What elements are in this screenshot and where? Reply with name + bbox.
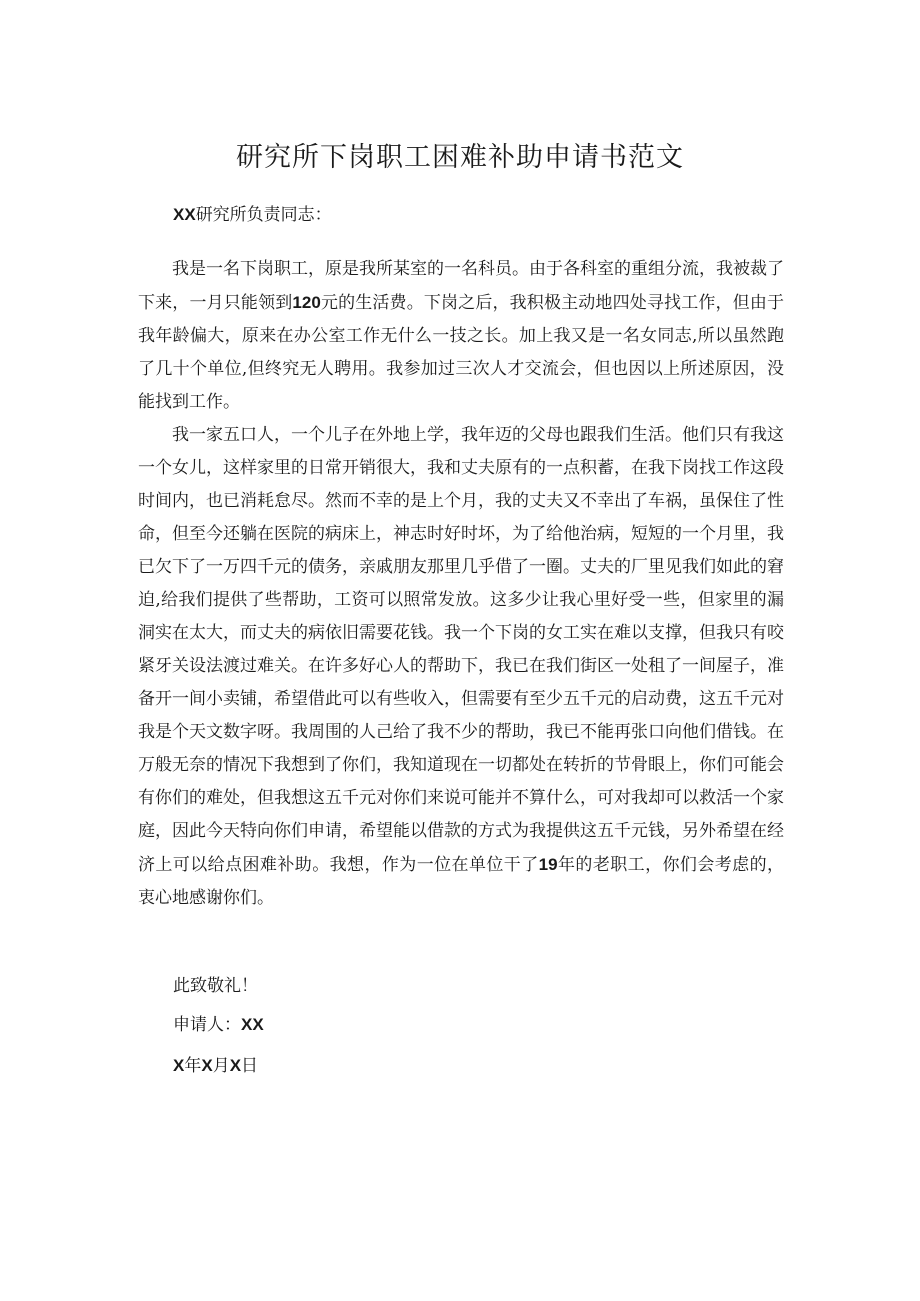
- salutation: XX研究所负责同志：: [173, 205, 332, 225]
- paragraph-1: 我是一名下岗职工，原是我所某室的一名科员。由于各科室的重组分流，我被裁了下来，一月只能领到120元的生活费。下岗之后，我积极主动地四处寻找工作，但由于我年龄偏大，原来在办公室工作无什么一技之长。加上我又是一名女同志,所以虽然跑了几十个单位,但终究无人聘用。我参加过三次人才交流会，但也因以上所述原因，没能找到工作。: [138, 259, 784, 412]
- document-title: 研究所下岗职工困难补助申请书范文: [236, 142, 684, 173]
- date-line: X年X月X日: [173, 1056, 259, 1076]
- applicant-line: 申请人：XX: [173, 1015, 264, 1035]
- closing-line: 此致敬礼！: [173, 976, 258, 996]
- paragraph-2: 我一家五口人，一个儿子在外地上学，我年迈的父母也跟我们生活。他们只有我这一个女儿，这样家里的日常开销很大，我和丈夫原有的一点积蓄，在我下岗找工作这段时间内，也已消耗怠尽。然而不幸的是上个月，我的丈夫又不幸出了车祸，虽保住了性命，但至今还躺在医院的病床上，神志时好时坏，为了给他治病，短短的一个月里，我已欠下了一万四千元的债务，亲戚朋友那里几乎借了一圈。丈夫的厂里见我们如此的窘迫,给我们提供了些帮助，工资可以照常发放。这多少让我心里好受一些，但家里的漏洞实在太大，而丈夫的病依旧需要花钱。我一个下岗的女工实在难以支撑，但我只有咬紧牙关设法渡过难关。在许多好心人的帮助下，我已在我们街区一处租了一间屋子，准备开一间小卖铺，希望借此可以有些收入，但需要有至少五千元的启动费，这五千元对我是个天文数字呀。我周围的人己给了我不少的帮助，我已不能再张口向他们借钱。在万般无奈的情况下我想到了你们，我知道现在一切都处在转折的节骨眼上，你们可能会有你们的难处，但我想这五千元对你们来说可能并不算什么，可对我却可以救活一个家庭，因此今天特向你们申请，希望能以借款的方式为我提供这五千元钱，另外希望在经济上可以给点困难补助。我想，作为一位在单位干了19年的老职工，你们会考虑的，衷心地感谢你们。: [138, 425, 785, 908]
- letter-body: [138, 253, 784, 915]
